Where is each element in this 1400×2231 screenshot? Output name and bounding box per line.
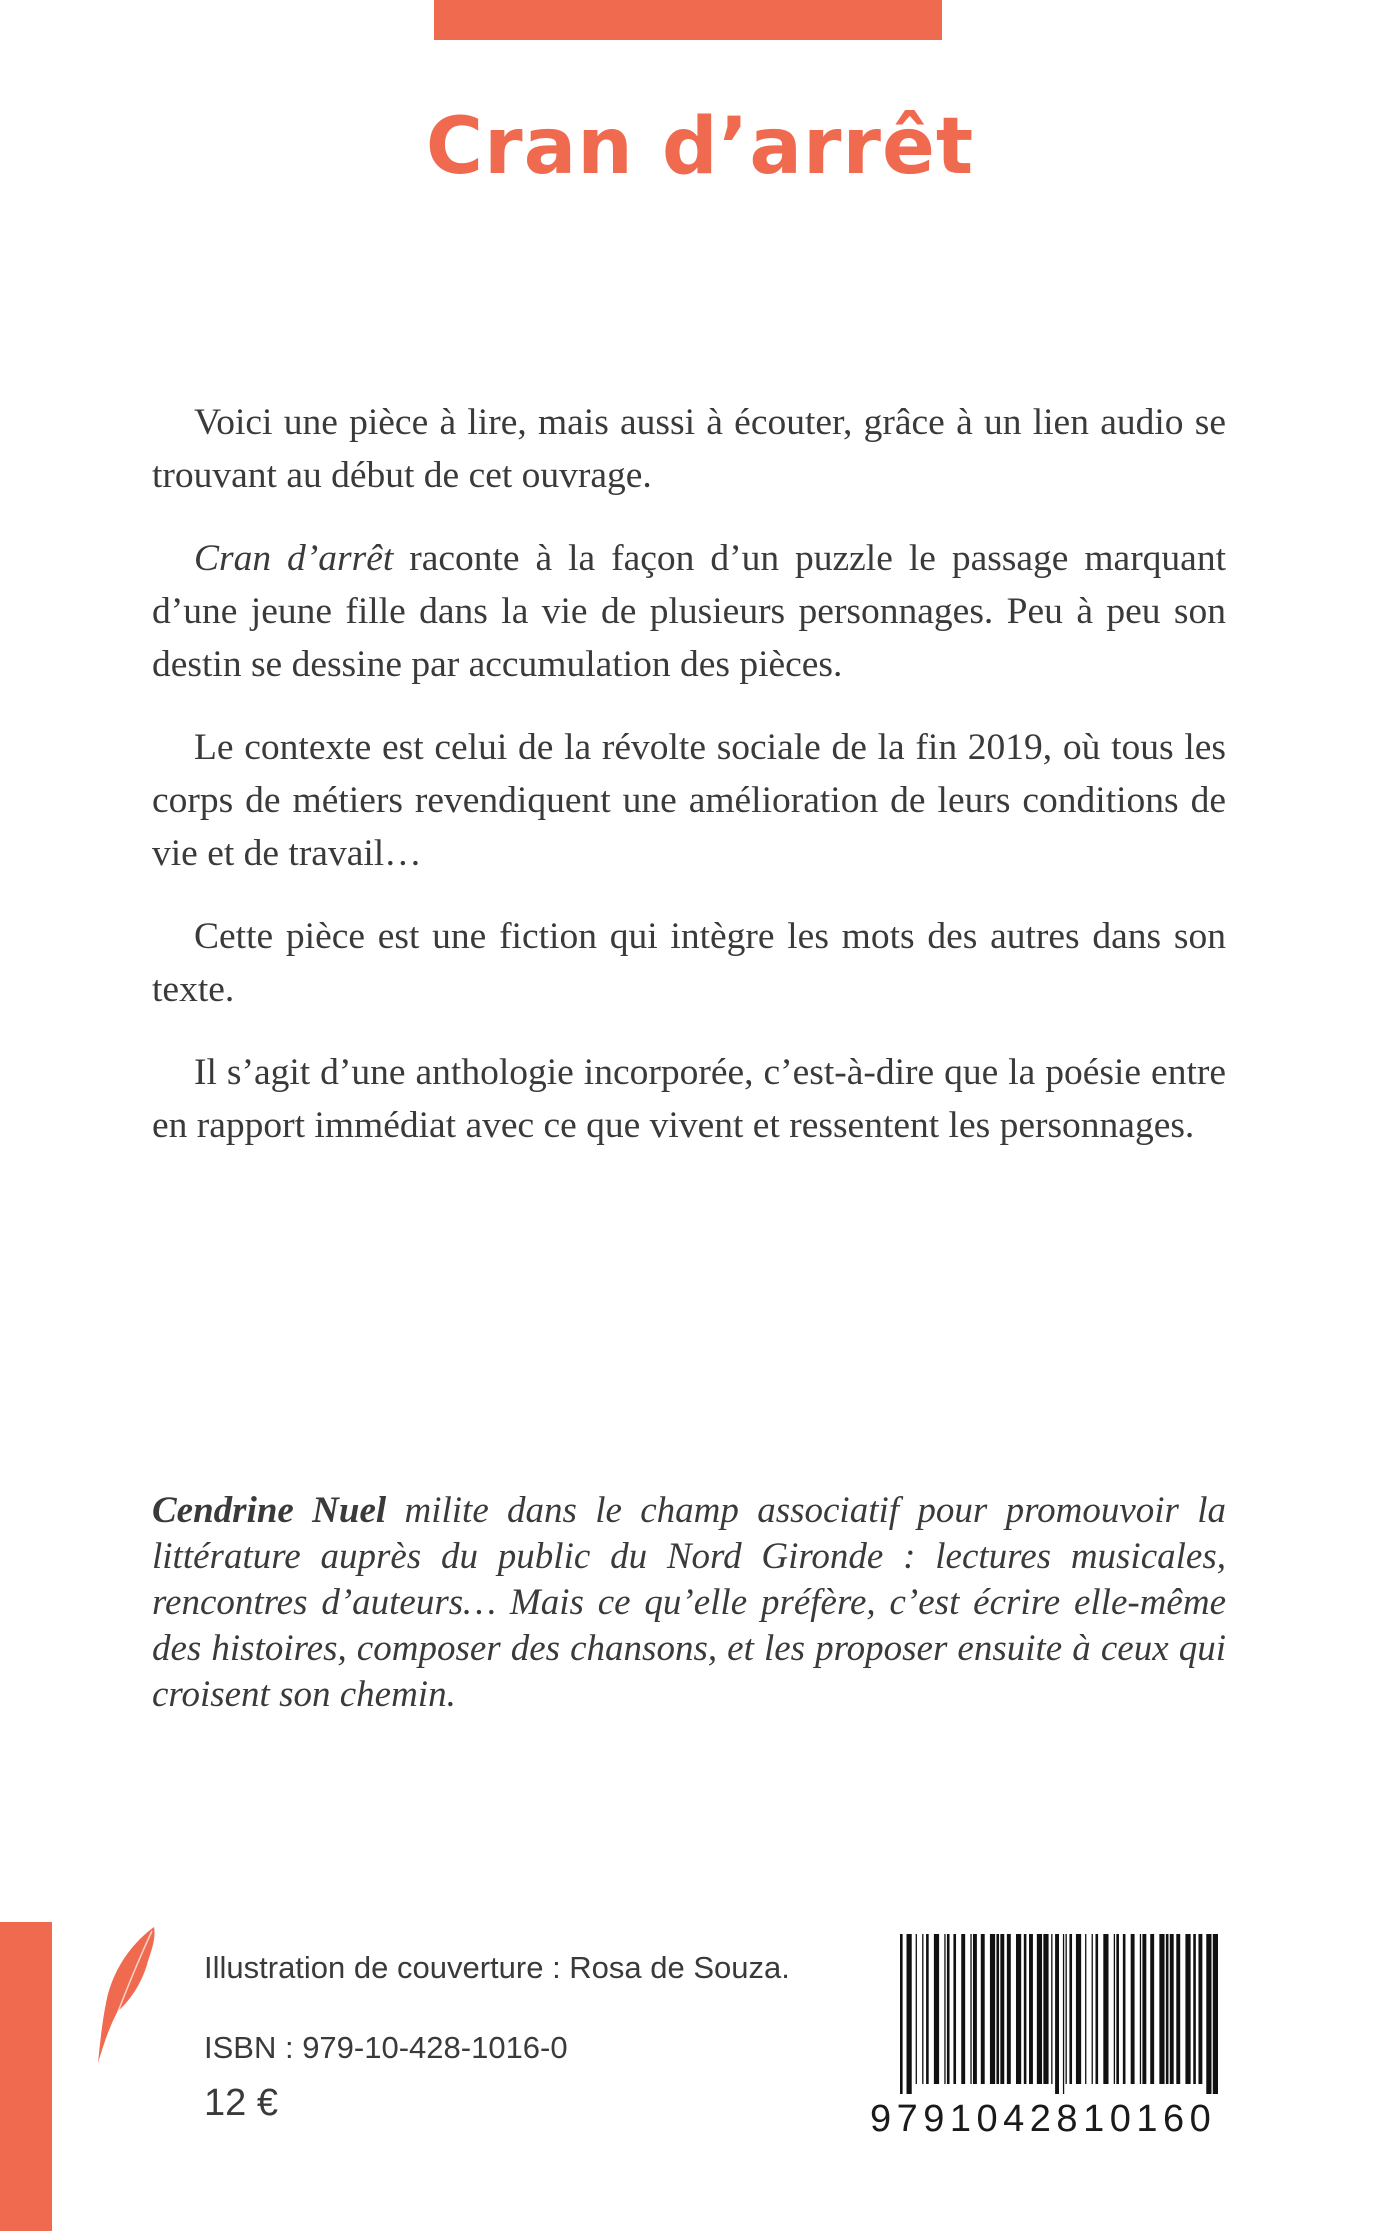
author-bio-text: milite dans le champ associatif pour promouvoir la littérature auprès du public du Nord Gironde : lectures musicales, rencontres d’auteurs… Mais ce qu’elle préfère, c’est écrire elle-même des histoires, composer des chansons, et les proposer ensuite à ceux qui croisent son chemin. bbox=[152, 1490, 1227, 1715]
barcode-bar bbox=[1095, 1934, 1098, 2084]
barcode-bar bbox=[900, 1934, 903, 2094]
barcode-bar bbox=[1185, 1934, 1190, 2084]
barcode-bar bbox=[1085, 1934, 1086, 2084]
barcode-bar bbox=[1092, 1934, 1093, 2084]
barcode-bar bbox=[1116, 1934, 1119, 2084]
barcode-bar bbox=[907, 1934, 912, 2094]
summary-text: raconte à la façon d’un puzzle le passage marquant d’une jeune fille dans la vie de plusieurs personnages. Peu à peu son destin se dessine par accumulation des pièces. bbox=[152, 538, 1226, 685]
barcode-bar bbox=[1000, 1934, 1004, 2084]
barcode-bar bbox=[1166, 1934, 1169, 2084]
barcode-bar bbox=[973, 1934, 977, 2084]
book-title: Cran d’arrêt bbox=[425, 102, 975, 192]
barcode-bar bbox=[1037, 1934, 1042, 2084]
barcode-bar bbox=[944, 1934, 945, 2084]
summary-paragraph: Cette pièce est une fiction qui intègre les mots des autres dans son texte. bbox=[152, 916, 1226, 1010]
barcode-bar bbox=[1024, 1934, 1027, 2084]
barcode-bar bbox=[1069, 1934, 1072, 2084]
barcode-bar bbox=[1103, 1934, 1108, 2084]
barcode-bar bbox=[1131, 1934, 1135, 2084]
top-accent-band bbox=[434, 0, 942, 40]
barcode-bar bbox=[1198, 1934, 1202, 2084]
barcode-digits: 9791042810160 bbox=[870, 2098, 1217, 2140]
back-cover-summary bbox=[152, 396, 1226, 1182]
barcode-bar bbox=[1213, 1934, 1218, 2094]
barcode-bar bbox=[1159, 1934, 1164, 2084]
isbn: ISBN : 979-10-428-1016-0 bbox=[204, 2030, 568, 2065]
barcode-bar bbox=[934, 1934, 939, 2084]
barcode-bar bbox=[1029, 1934, 1033, 2084]
barcode-bar bbox=[1007, 1934, 1011, 2084]
barcode bbox=[900, 1934, 1218, 2094]
barcode-bar bbox=[1055, 1934, 1059, 2094]
barcode-bar bbox=[1076, 1934, 1081, 2084]
barcode-bar bbox=[1123, 1934, 1126, 2084]
left-accent-band bbox=[0, 1922, 52, 2231]
price: 12 € bbox=[204, 2082, 278, 2124]
barcode-bar bbox=[953, 1934, 956, 2084]
summary-paragraph: Le contexte est celui de la révolte sociale de la fin 2019, où tous les corps de métiers revendiquent une amélioration de leurs conditions de vie et de travail… bbox=[152, 727, 1226, 874]
barcode-bar bbox=[1142, 1934, 1146, 2084]
barcode-bar bbox=[1140, 1934, 1141, 2084]
barcode-bar bbox=[961, 1934, 965, 2084]
barcode-bar bbox=[947, 1934, 950, 2084]
summary-paragraph bbox=[152, 532, 1226, 691]
barcode-bar bbox=[1114, 1934, 1115, 2084]
barcode-bar bbox=[1051, 1934, 1052, 2084]
barcode-bar bbox=[922, 1934, 923, 2084]
barcode-bar bbox=[916, 1934, 917, 2084]
author-name: Cendrine Nuel bbox=[152, 1490, 387, 1531]
barcode-bar bbox=[1150, 1934, 1154, 2084]
barcode-bar bbox=[1066, 1934, 1067, 2084]
barcode-bar bbox=[996, 1934, 999, 2084]
barcode-bar bbox=[970, 1934, 971, 2084]
barcode-bar bbox=[1170, 1934, 1174, 2084]
barcode-bar bbox=[1193, 1934, 1196, 2084]
feather-icon bbox=[92, 1925, 162, 2065]
barcode-bar bbox=[1176, 1934, 1180, 2084]
summary-paragraph: Voici une pièce à lire, mais aussi à écouter, grâce à un lien audio se trouvant au début de cet ouvrage. bbox=[152, 402, 1226, 496]
barcode-bar bbox=[1063, 1934, 1064, 2094]
barcode-bar bbox=[981, 1934, 985, 2084]
barcode-bar bbox=[926, 1934, 929, 2084]
author-bio bbox=[152, 1488, 1226, 1718]
summary-paragraph: Il s’agit d’une anthologie incorporée, c’est-à-dire que la poésie entre en rapport immédiat avec ce que vivent et ressentent les personnages. bbox=[152, 1052, 1226, 1146]
barcode-bar bbox=[990, 1934, 995, 2084]
cover-illustration-credit: Illustration de couverture : Rosa de Souza. bbox=[204, 1950, 790, 1985]
summary-title-ref: Cran d’arrêt bbox=[194, 538, 394, 579]
barcode-bar bbox=[1206, 1934, 1211, 2094]
barcode-bar bbox=[1016, 1934, 1021, 2084]
barcode-bar bbox=[1043, 1934, 1048, 2084]
